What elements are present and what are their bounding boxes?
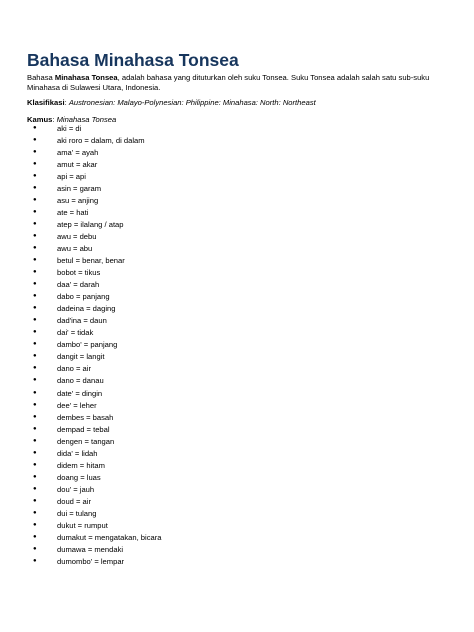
dictionary-entry: dou' = jauh xyxy=(57,484,95,494)
list-item xyxy=(0,508,474,520)
bullet-icon: ● xyxy=(33,497,37,504)
list-item xyxy=(0,424,474,436)
list-item xyxy=(0,195,474,207)
dictionary-entry: daa' = darah xyxy=(57,280,100,290)
dictionary-entry: aki roro = dalam, di dalam xyxy=(57,135,145,145)
bullet-icon: ● xyxy=(33,473,37,480)
list-item xyxy=(0,123,474,135)
list-item xyxy=(0,171,474,183)
intro-paragraph xyxy=(27,73,447,92)
bullet-icon: ● xyxy=(33,522,37,529)
bullet-icon: ● xyxy=(33,196,37,203)
list-item xyxy=(0,448,474,460)
bullet-icon: ● xyxy=(33,208,37,215)
bullet-icon: ● xyxy=(33,232,37,239)
dictionary-entry: aki = di xyxy=(57,123,82,133)
dictionary-entry: dukut = rumput xyxy=(57,521,108,531)
list-item xyxy=(0,159,474,171)
list-item xyxy=(0,315,474,327)
list-item xyxy=(0,267,474,279)
dictionary-label: Kamus xyxy=(27,115,53,124)
dictionary-entry: dee' = leher xyxy=(57,400,97,410)
list-item xyxy=(0,556,474,568)
bullet-icon: ● xyxy=(33,437,37,444)
dictionary-entry: dai' = tidak xyxy=(57,328,94,338)
classification-value: Austronesian: Malayo-Polynesian: Philippine: Minahasa: North: Northeast xyxy=(68,98,316,107)
dictionary-entry: dempad = tebal xyxy=(57,424,110,434)
list-item xyxy=(0,520,474,532)
dictionary-entry: dad'ina = daun xyxy=(57,316,107,326)
list-item xyxy=(0,219,474,231)
classification-label: Klasifikasi xyxy=(27,98,65,107)
dictionary-entry: doud = air xyxy=(57,496,91,506)
list-item xyxy=(0,291,474,303)
dictionary-entry: ate = hati xyxy=(57,207,89,217)
bullet-icon: ● xyxy=(33,534,37,541)
dictionary-entry: asu = anjing xyxy=(57,195,99,205)
dictionary-entry: dui = tulang xyxy=(57,509,97,518)
list-item xyxy=(0,532,474,544)
dictionary-entry: api = api xyxy=(57,171,86,181)
bullet-icon: ● xyxy=(33,136,37,143)
bullet-icon: ● xyxy=(33,341,37,348)
bullet-icon: ● xyxy=(33,160,37,167)
list-item xyxy=(0,400,474,412)
bullet-icon: ● xyxy=(33,425,37,432)
list-item xyxy=(0,255,474,267)
intro-rest: , adalah bahasa yang dituturkan oleh suku Tonsea. Suku Tonsea adalah salah satu sub-suku Minahasa di Sulawesi Utara, Indonesia. xyxy=(27,73,430,92)
bullet-icon: ● xyxy=(33,329,37,336)
bullet-icon: ● xyxy=(33,220,37,227)
bullet-icon: ● xyxy=(33,172,37,179)
bullet-icon: ● xyxy=(33,124,37,131)
dictionary-entry: awu = abu xyxy=(57,243,93,253)
bullet-icon: ● xyxy=(33,558,37,565)
bullet-icon: ● xyxy=(33,377,37,384)
list-item xyxy=(0,303,474,315)
list-item xyxy=(0,207,474,219)
list-item xyxy=(0,484,474,496)
dictionary-language: Minahasa Tonsea xyxy=(56,115,117,124)
dictionary-entry: dano = danau xyxy=(57,376,104,386)
bullet-icon: ● xyxy=(33,317,37,324)
bullet-icon: ● xyxy=(33,401,37,408)
dictionary-entry: amut = akar xyxy=(57,159,98,169)
bullet-icon: ● xyxy=(33,305,37,312)
list-item xyxy=(0,339,474,351)
dictionary-entry: dumakut = mengatakan, bicara xyxy=(57,533,162,543)
dictionary-entry: didem = hitam xyxy=(57,460,105,470)
dictionary-entry: date' = dingin xyxy=(57,388,103,398)
bullet-icon: ● xyxy=(33,461,37,468)
dictionary-entry: awu = debu xyxy=(57,231,97,241)
dictionary-entry: bobot = tikus xyxy=(57,268,101,278)
intro-bold-term: Minahasa Tonsea xyxy=(54,73,118,82)
dictionary-entry: dumawa = mendaki xyxy=(57,545,124,555)
dictionary-entry: ama' = ayah xyxy=(57,147,99,157)
bullet-icon: ● xyxy=(33,244,37,251)
bullet-icon: ● xyxy=(33,293,37,300)
dictionary-entry: doang = luas xyxy=(57,472,101,482)
list-item xyxy=(0,351,474,363)
dictionary-heading: Kamus: Minahasa Tonsea xyxy=(27,115,117,124)
dictionary-list xyxy=(0,123,474,569)
dictionary-entry: dabo = panjang xyxy=(57,292,110,302)
list-item xyxy=(0,436,474,448)
bullet-icon: ● xyxy=(33,365,37,372)
list-item xyxy=(0,279,474,291)
list-item xyxy=(0,231,474,243)
bullet-icon: ● xyxy=(33,449,37,456)
list-item xyxy=(0,496,474,508)
list-item xyxy=(0,375,474,387)
dictionary-entry: dembes = basah xyxy=(57,412,114,422)
list-item xyxy=(0,327,474,339)
classification-line: Klasifikasi: Austronesian: Malayo-Polynesian: Philippine: Minahasa: North: Northeast xyxy=(27,98,316,107)
dictionary-entry: asin = garam xyxy=(57,183,102,193)
list-item xyxy=(0,388,474,400)
dictionary-entry: dida' = lidah xyxy=(57,448,98,458)
page-title: Bahasa Minahasa Tonsea xyxy=(27,50,239,70)
list-item xyxy=(0,147,474,159)
list-item xyxy=(0,472,474,484)
dictionary-entry: dano = air xyxy=(57,364,91,374)
bullet-icon: ● xyxy=(33,184,37,191)
dictionary-entry: dambo' = panjang xyxy=(57,340,118,350)
bullet-icon: ● xyxy=(33,281,37,288)
bullet-icon: ● xyxy=(33,546,37,553)
dictionary-entry: dangit = langit xyxy=(57,352,105,362)
dictionary-entry: dengen = tangan xyxy=(57,436,115,446)
list-item xyxy=(0,183,474,195)
bullet-icon: ● xyxy=(33,269,37,276)
list-item xyxy=(0,135,474,147)
list-item xyxy=(0,412,474,424)
bullet-icon: ● xyxy=(33,148,37,155)
dictionary-entry: betul = benar, benar xyxy=(57,256,125,266)
list-item xyxy=(0,363,474,375)
bullet-icon: ● xyxy=(33,485,37,492)
dictionary-entry: atep = ilalang / atap xyxy=(57,219,124,229)
bullet-icon: ● xyxy=(33,257,37,264)
intro-prefix: Bahasa xyxy=(27,73,55,82)
bullet-icon: ● xyxy=(33,413,37,420)
list-item xyxy=(0,544,474,556)
list-item xyxy=(0,243,474,255)
bullet-icon: ● xyxy=(33,389,37,396)
list-item xyxy=(0,460,474,472)
bullet-icon: ● xyxy=(33,510,37,516)
bullet-icon: ● xyxy=(33,353,37,360)
dictionary-entry: dadeina = daging xyxy=(57,304,116,314)
dictionary-entry: dumombo' = lempar xyxy=(57,557,125,567)
